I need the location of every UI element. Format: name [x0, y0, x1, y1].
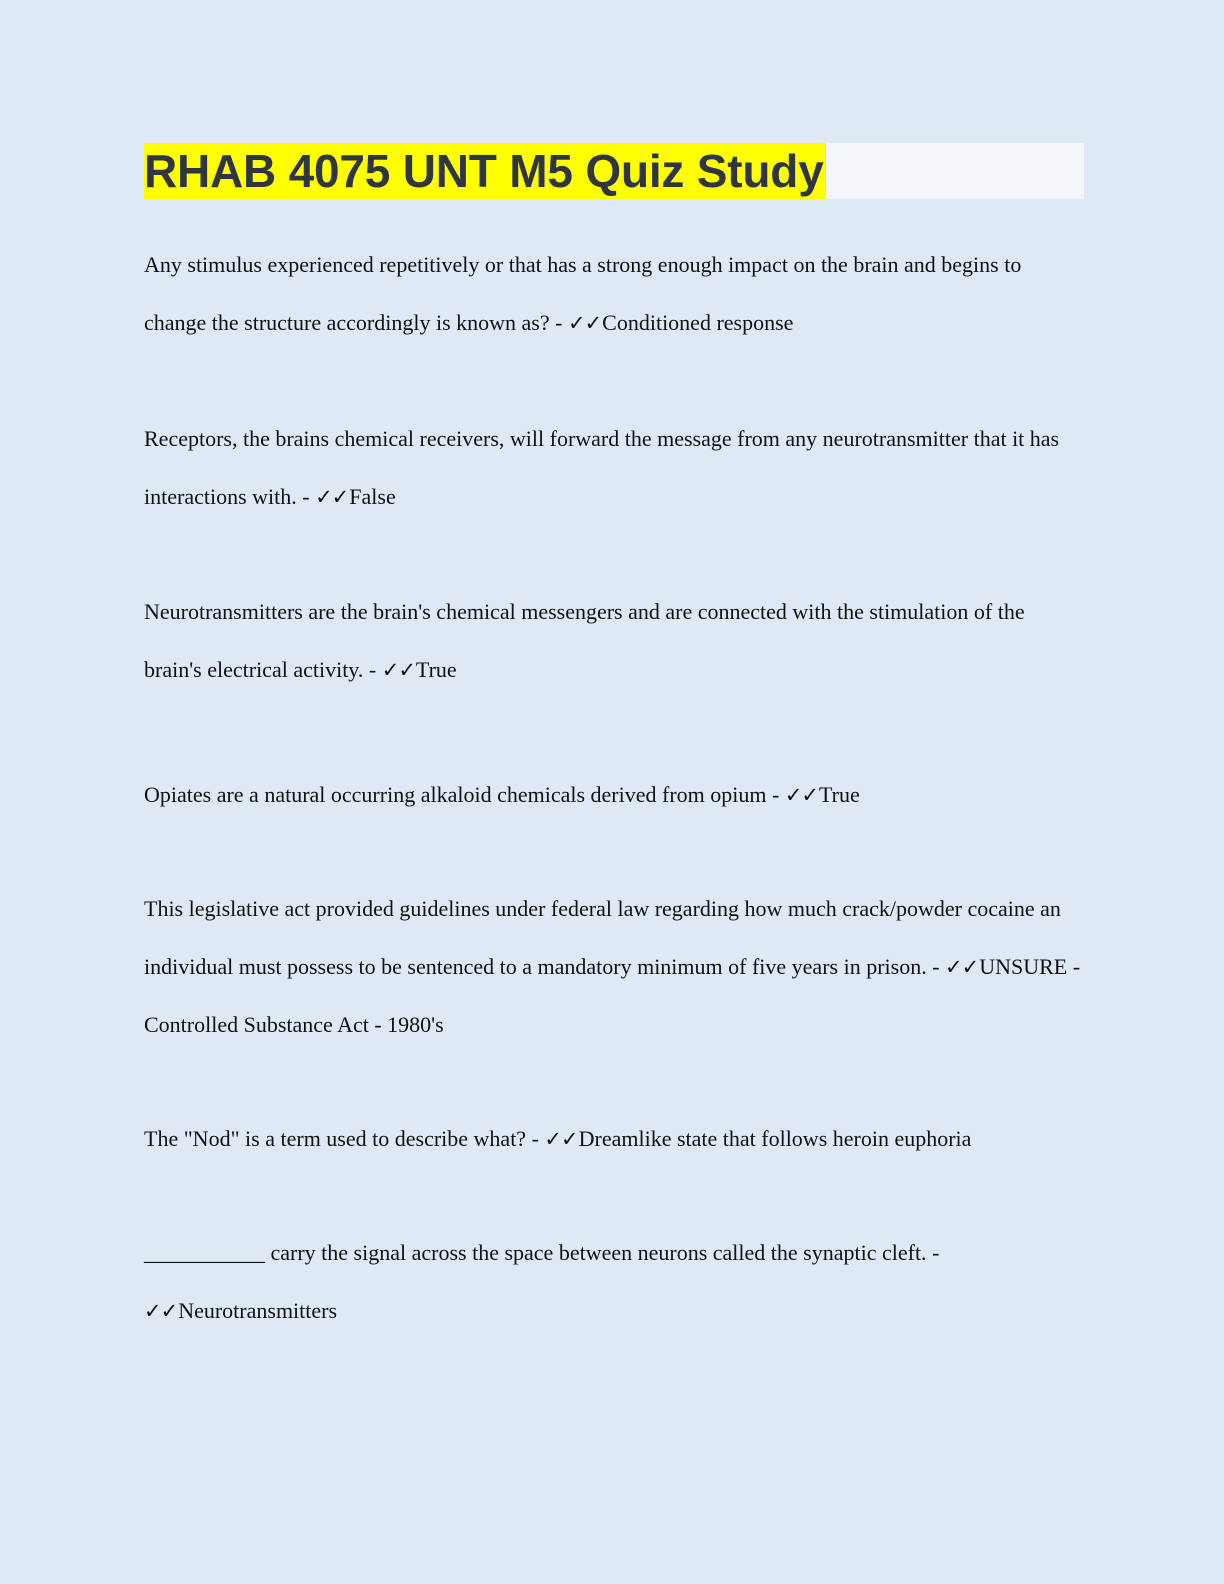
answer-text: Conditioned response	[602, 310, 794, 335]
check-icon: ✓✓	[544, 1127, 578, 1151]
question-text: Any stimulus experienced repetitively or that has a strong enough impact on the brain and begins to change the structure accordingly is known as?	[144, 252, 1022, 335]
separator: -	[526, 1126, 545, 1151]
answer-text: False	[349, 484, 396, 509]
page-title: RHAB 4075 UNT M5 Quiz Study	[144, 145, 824, 197]
separator: -	[363, 657, 382, 682]
answer-text: UNSURE - Controlled Substance Act - 1980's	[144, 954, 1081, 1037]
separator: -	[926, 954, 946, 979]
separator: -	[296, 484, 316, 509]
question-text: The "Nod" is a term used to describe what?	[144, 1126, 527, 1151]
question-text: Receptors, the brains chemical receivers, will forward the message from any neurotransmitter that it has interactions with.	[144, 426, 1060, 509]
answer-text: Neurotransmitters	[178, 1298, 338, 1323]
check-icon: ✓✓	[784, 783, 819, 807]
qa-item	[144, 410, 1084, 526]
question-text: Opiates are a natural occurring alkaloid chemicals derived from opium	[144, 782, 767, 807]
qa-item	[144, 236, 1084, 352]
check-icon: ✓✓	[381, 658, 415, 682]
answer-text: True	[819, 782, 860, 807]
answer-text: True	[415, 657, 457, 682]
separator: -	[549, 310, 568, 335]
check-icon: ✓✓	[144, 1299, 178, 1323]
qa-item	[144, 880, 1084, 1054]
question-text: ___________ carry the signal across the space between neurons called the synaptic cleft.	[144, 1240, 927, 1265]
qa-item	[144, 1110, 1084, 1168]
check-icon: ✓✓	[945, 955, 979, 979]
check-icon: ✓✓	[315, 485, 349, 509]
question-text: This legislative act provided guidelines under federal law regarding how much crack/powder cocaine an individual must possess to be sentenced to a mandatory minimum of five years in prison.	[144, 896, 1061, 979]
separator: -	[926, 1240, 940, 1265]
check-icon: ✓✓	[567, 311, 602, 335]
qa-item	[144, 766, 1084, 824]
answer-text: Dreamlike state that follows heroin euphoria	[578, 1126, 972, 1151]
qa-item	[144, 1224, 1084, 1340]
question-text: Neurotransmitters are the brain's chemical messengers and are connected with the stimulation of the brain's electrical activity.	[144, 599, 1025, 682]
qa-item	[144, 583, 1084, 699]
separator: -	[766, 782, 785, 807]
